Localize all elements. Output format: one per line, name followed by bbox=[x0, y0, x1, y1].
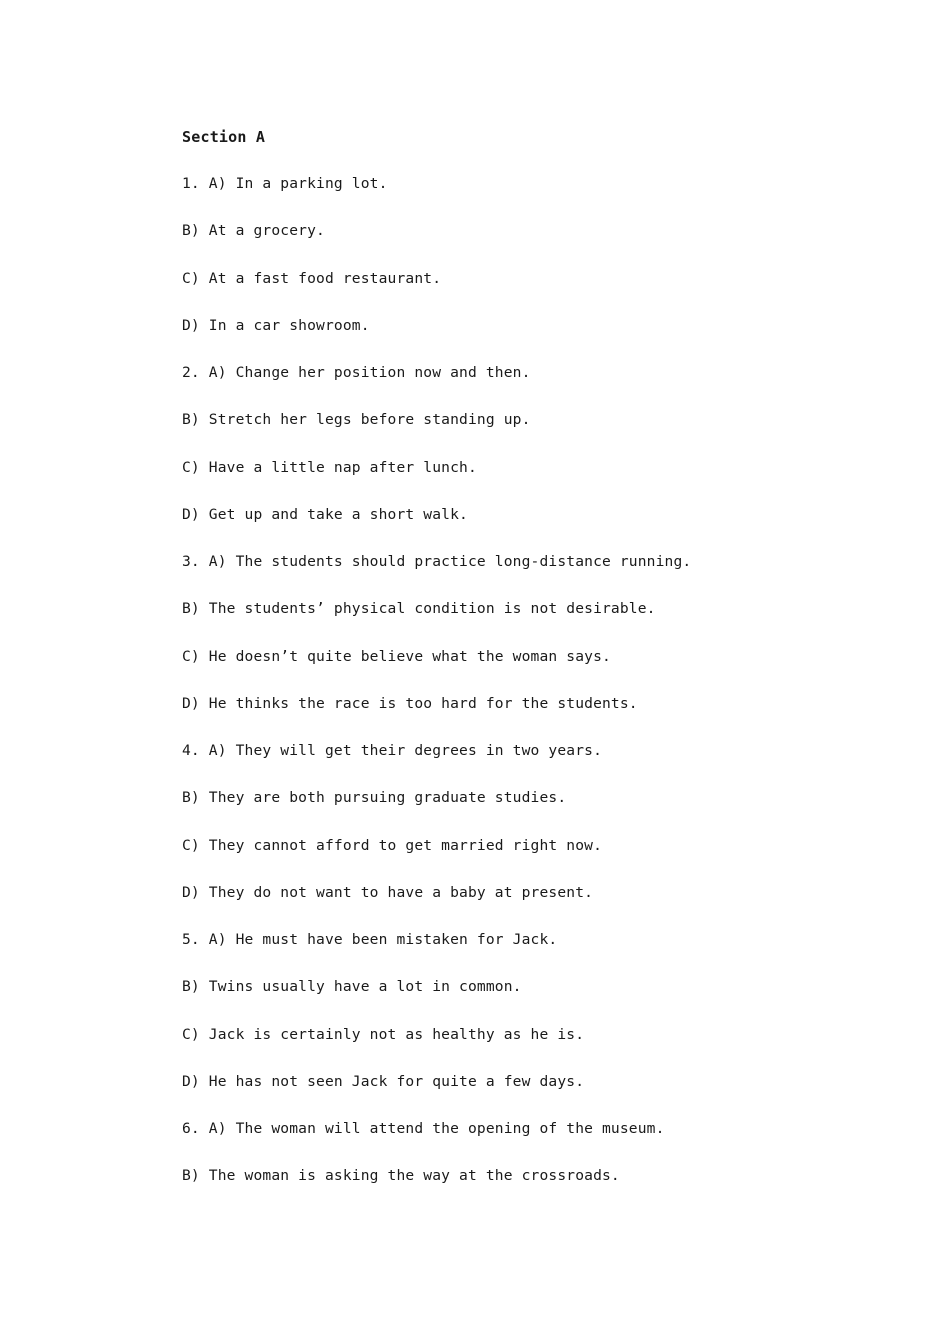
question-3-option-b: B) The students’ physical condition is not desirable. bbox=[182, 600, 656, 618]
question-3-option-a: 3. A) The students should practice long-distance running. bbox=[182, 553, 692, 570]
question-2-option-a: 2. A) Change her position now and then. bbox=[182, 364, 531, 381]
question-1-option-d: D) In a car showroom. bbox=[182, 316, 370, 334]
question-5-option-a: 5. A) He must have been mistaken for Jack. bbox=[182, 931, 558, 948]
question-3-option-d: D) He thinks the race is too hard for the students. bbox=[182, 694, 638, 712]
question-4-option-d: D) They do not want to have a baby at present. bbox=[182, 883, 594, 901]
question-4-option-a: 4. A) They will get their degrees in two years. bbox=[182, 742, 603, 759]
question-2-option-c: C) Have a little nap after lunch. bbox=[182, 458, 477, 476]
section-heading: Section A bbox=[182, 128, 266, 146]
question-option-list bbox=[182, 173, 862, 1213]
question-6-option-a: 6. A) The woman will attend the opening of the museum. bbox=[182, 1120, 665, 1137]
question-3-option-c: C) He doesn’t quite believe what the woman says. bbox=[182, 647, 611, 665]
question-2-option-d: D) Get up and take a short walk. bbox=[182, 505, 468, 523]
question-1-option-c: C) At a fast food restaurant. bbox=[182, 269, 442, 287]
question-4-option-b: B) They are both pursuing graduate studies. bbox=[182, 789, 567, 807]
question-5-option-d: D) He has not seen Jack for quite a few days. bbox=[182, 1072, 585, 1090]
question-5-option-c: C) Jack is certainly not as healthy as he is. bbox=[182, 1025, 585, 1043]
question-2-option-b: B) Stretch her legs before standing up. bbox=[182, 411, 531, 429]
question-1-option-b: B) At a grocery. bbox=[182, 222, 325, 240]
question-5-option-b: B) Twins usually have a lot in common. bbox=[182, 978, 522, 996]
question-6-option-b: B) The woman is asking the way at the crossroads. bbox=[182, 1167, 620, 1185]
question-1-option-a: 1. A) In a parking lot. bbox=[182, 175, 388, 192]
question-4-option-c: C) They cannot afford to get married right now. bbox=[182, 836, 603, 854]
